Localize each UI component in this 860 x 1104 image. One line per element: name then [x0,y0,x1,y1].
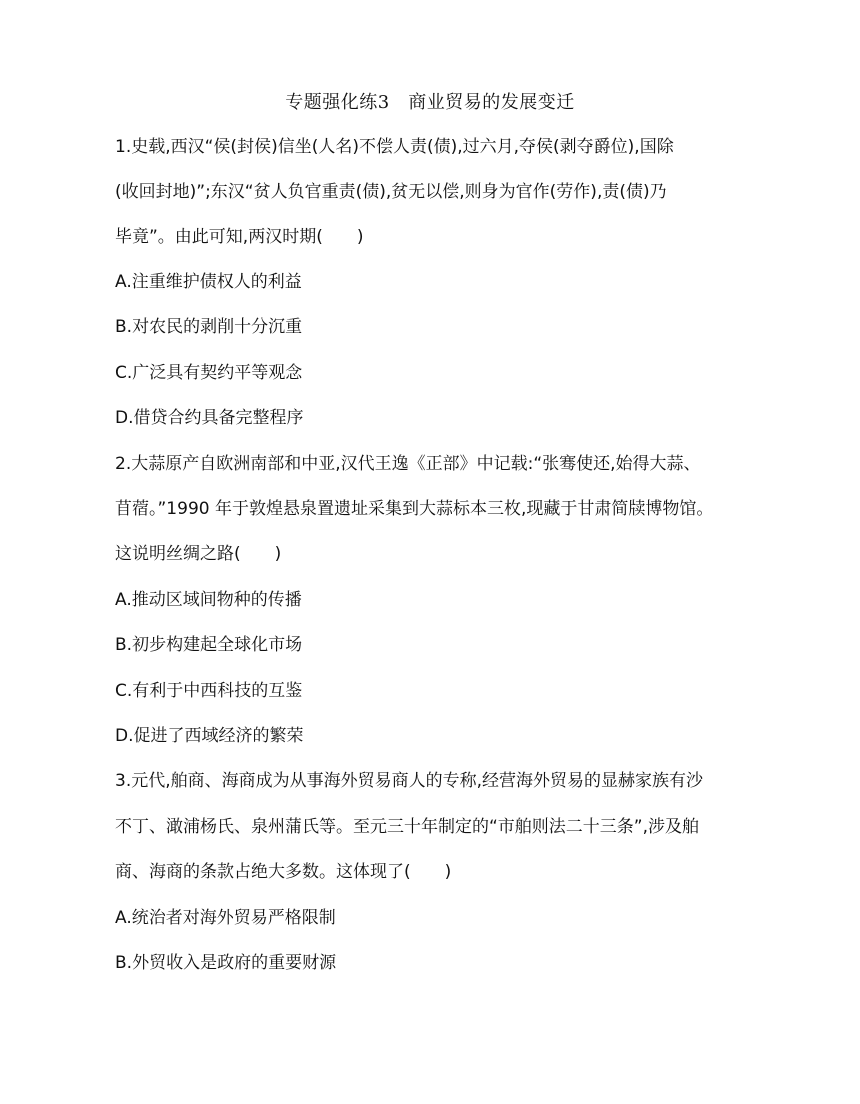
question-1-option-d: D.借贷合约具备完整程序 [115,408,304,428]
question-2-option-b: B.初步构建起全球化市场 [115,635,303,655]
question-3-stem-line-2: 不丁、澉浦杨氏、泉州蒲氏等。至元三十年制定的“市舶则法二十三条”,涉及舶 [115,817,700,837]
question-3-stem-line-1: 3.元代,舶商、海商成为从事海外贸易商人的专称,经营海外贸易的显赫家族有沙 [115,771,704,791]
question-2-stem-line-2: 苜蓿。”1990 年于敦煌悬泉置遗址采集到大蒜标本三枚,现藏于甘肃简牍博物馆。 [115,499,714,519]
question-2-option-d: D.促进了西域经济的繁荣 [115,726,304,746]
question-2-stem-line-3: 这说明丝绸之路( ) [115,544,282,564]
question-1-option-b: B.对农民的剥削十分沉重 [115,317,303,337]
question-3-option-a: A.统治者对海外贸易严格限制 [115,908,336,928]
question-1-option-a: A.注重维护债权人的利益 [115,272,302,292]
question-3-option-b: B.外贸收入是政府的重要财源 [115,953,337,973]
page-title: 专题强化练3 商业贸易的发展变迁 [285,92,575,113]
question-1-stem-line-3: 毕竟”。由此可知,两汉时期( ) [115,227,364,247]
question-1-stem-line-2: (收回封地)”;东汉“贫人负官重责(债),贫无以偿,则身为官作(劳作),责(债)乃 [115,182,667,202]
question-1-option-c: C.广泛具有契约平等观念 [115,363,303,383]
question-2-stem-line-1: 2.大蒜原产自欧洲南部和中亚,汉代王逸《正部》中记载:“张骞使还,始得大蒜、 [115,454,701,474]
question-2-option-c: C.有利于中西科技的互鉴 [115,681,303,701]
question-2-option-a: A.推动区域间物种的传播 [115,590,302,610]
question-1-stem-line-1: 1.史载,西汉“侯(封侯)信坐(人名)不偿人责(债),过六月,夺侯(剥夺爵位),国除 [115,137,674,157]
question-3-stem-line-3: 商、海商的条款占绝大多数。这体现了( ) [115,862,452,882]
